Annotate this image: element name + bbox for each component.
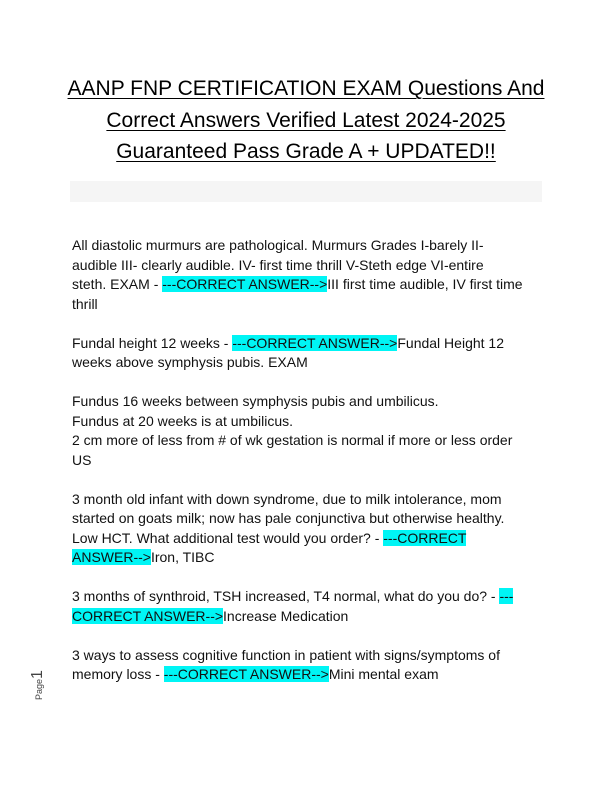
- qa-paragraph: [72, 587, 547, 626]
- header-divider-bar: [70, 181, 542, 202]
- text-segment: Increase Medication: [223, 607, 349, 624]
- correct-answer-marker: ---CORRECT: [383, 529, 467, 546]
- page-label-number: 1: [29, 670, 46, 679]
- text-segment: III first time audible, IV first time: [327, 276, 523, 292]
- correct-answer-marker: ---CORRECT ANSWER-->: [162, 276, 328, 292]
- correct-answer-marker: ANSWER-->: [72, 549, 151, 565]
- text-line: [72, 412, 547, 432]
- qa-paragraph: [72, 490, 547, 568]
- qa-paragraph: [72, 646, 547, 685]
- text-line: [72, 587, 547, 607]
- correct-answer-marker: CORRECT ANSWER-->: [72, 607, 224, 624]
- document-title: [40, 73, 572, 168]
- text-segment: thrill: [72, 295, 98, 312]
- text-line: [72, 646, 547, 666]
- text-segment: weeks above symphysis pubis. EXAM: [72, 354, 308, 370]
- text-line: [72, 548, 547, 568]
- text-segment: Fundal Height 12: [397, 334, 504, 351]
- text-segment: audible III- clearly audible. IV- first time thrill V-Steth edge VI-entire: [72, 256, 484, 273]
- correct-answer-marker: ---: [499, 588, 514, 604]
- text-line: [72, 275, 547, 295]
- text-segment: Fundus at 20 weeks is at umbilicus.: [72, 412, 293, 429]
- text-line: [72, 431, 547, 451]
- page-label-word: Page: [34, 678, 44, 700]
- text-line: [72, 509, 547, 529]
- text-line: [72, 451, 547, 471]
- text-line: [72, 529, 547, 549]
- text-segment: Fundus 16 weeks between symphysis pubis and umbilicus.: [72, 393, 439, 409]
- text-segment: Iron, TIBC: [150, 549, 215, 565]
- text-line: [72, 392, 547, 412]
- text-segment: Low HCT. What additional test would you order? -: [72, 529, 384, 546]
- qa-paragraph: [72, 392, 547, 470]
- title-line: Correct Answers Verified Latest 2024-2025: [106, 108, 506, 132]
- document-body: [72, 236, 547, 704]
- text-line: [72, 236, 547, 256]
- text-segment: 3 ways to assess cognitive function in patient with signs/symptoms of: [72, 646, 500, 663]
- text-segment: Fundal height 12 weeks -: [72, 334, 233, 351]
- title-line: AANP FNP CERTIFICATION EXAM Questions And: [67, 77, 545, 100]
- text-segment: steth. EXAM -: [72, 276, 163, 292]
- text-line: [72, 256, 547, 276]
- text-segment: 2 cm more of less from # of wk gestation is normal if more or less order: [72, 432, 513, 448]
- qa-paragraph: [72, 236, 547, 314]
- title-line: Guaranteed Pass Grade A + UPDATED!!: [116, 140, 496, 163]
- text-line: [72, 353, 547, 373]
- text-segment: 3 month old infant with down syndrome, due to milk intolerance, mom: [72, 490, 502, 507]
- correct-answer-marker: ---CORRECT ANSWER-->: [163, 666, 329, 682]
- text-segment: started on goats milk; now has pale conjunctiva but otherwise healthy.: [72, 510, 505, 526]
- text-line: [72, 665, 547, 685]
- text-segment: US: [72, 451, 92, 468]
- text-segment: All diastolic murmurs are pathological. Murmurs Grades I-barely II-: [72, 237, 484, 253]
- text-segment: Mini mental exam: [328, 666, 439, 682]
- text-line: [72, 607, 547, 627]
- qa-paragraph: [72, 334, 547, 373]
- text-segment: 3 months of synthroid, TSH increased, T4 normal, what do you do? -: [72, 588, 500, 604]
- page-number-label: [29, 640, 49, 700]
- text-segment: memory loss -: [72, 666, 164, 682]
- text-line: [72, 295, 547, 315]
- text-line: [72, 490, 547, 510]
- text-line: [72, 334, 547, 354]
- correct-answer-marker: ---CORRECT ANSWER-->: [232, 334, 398, 351]
